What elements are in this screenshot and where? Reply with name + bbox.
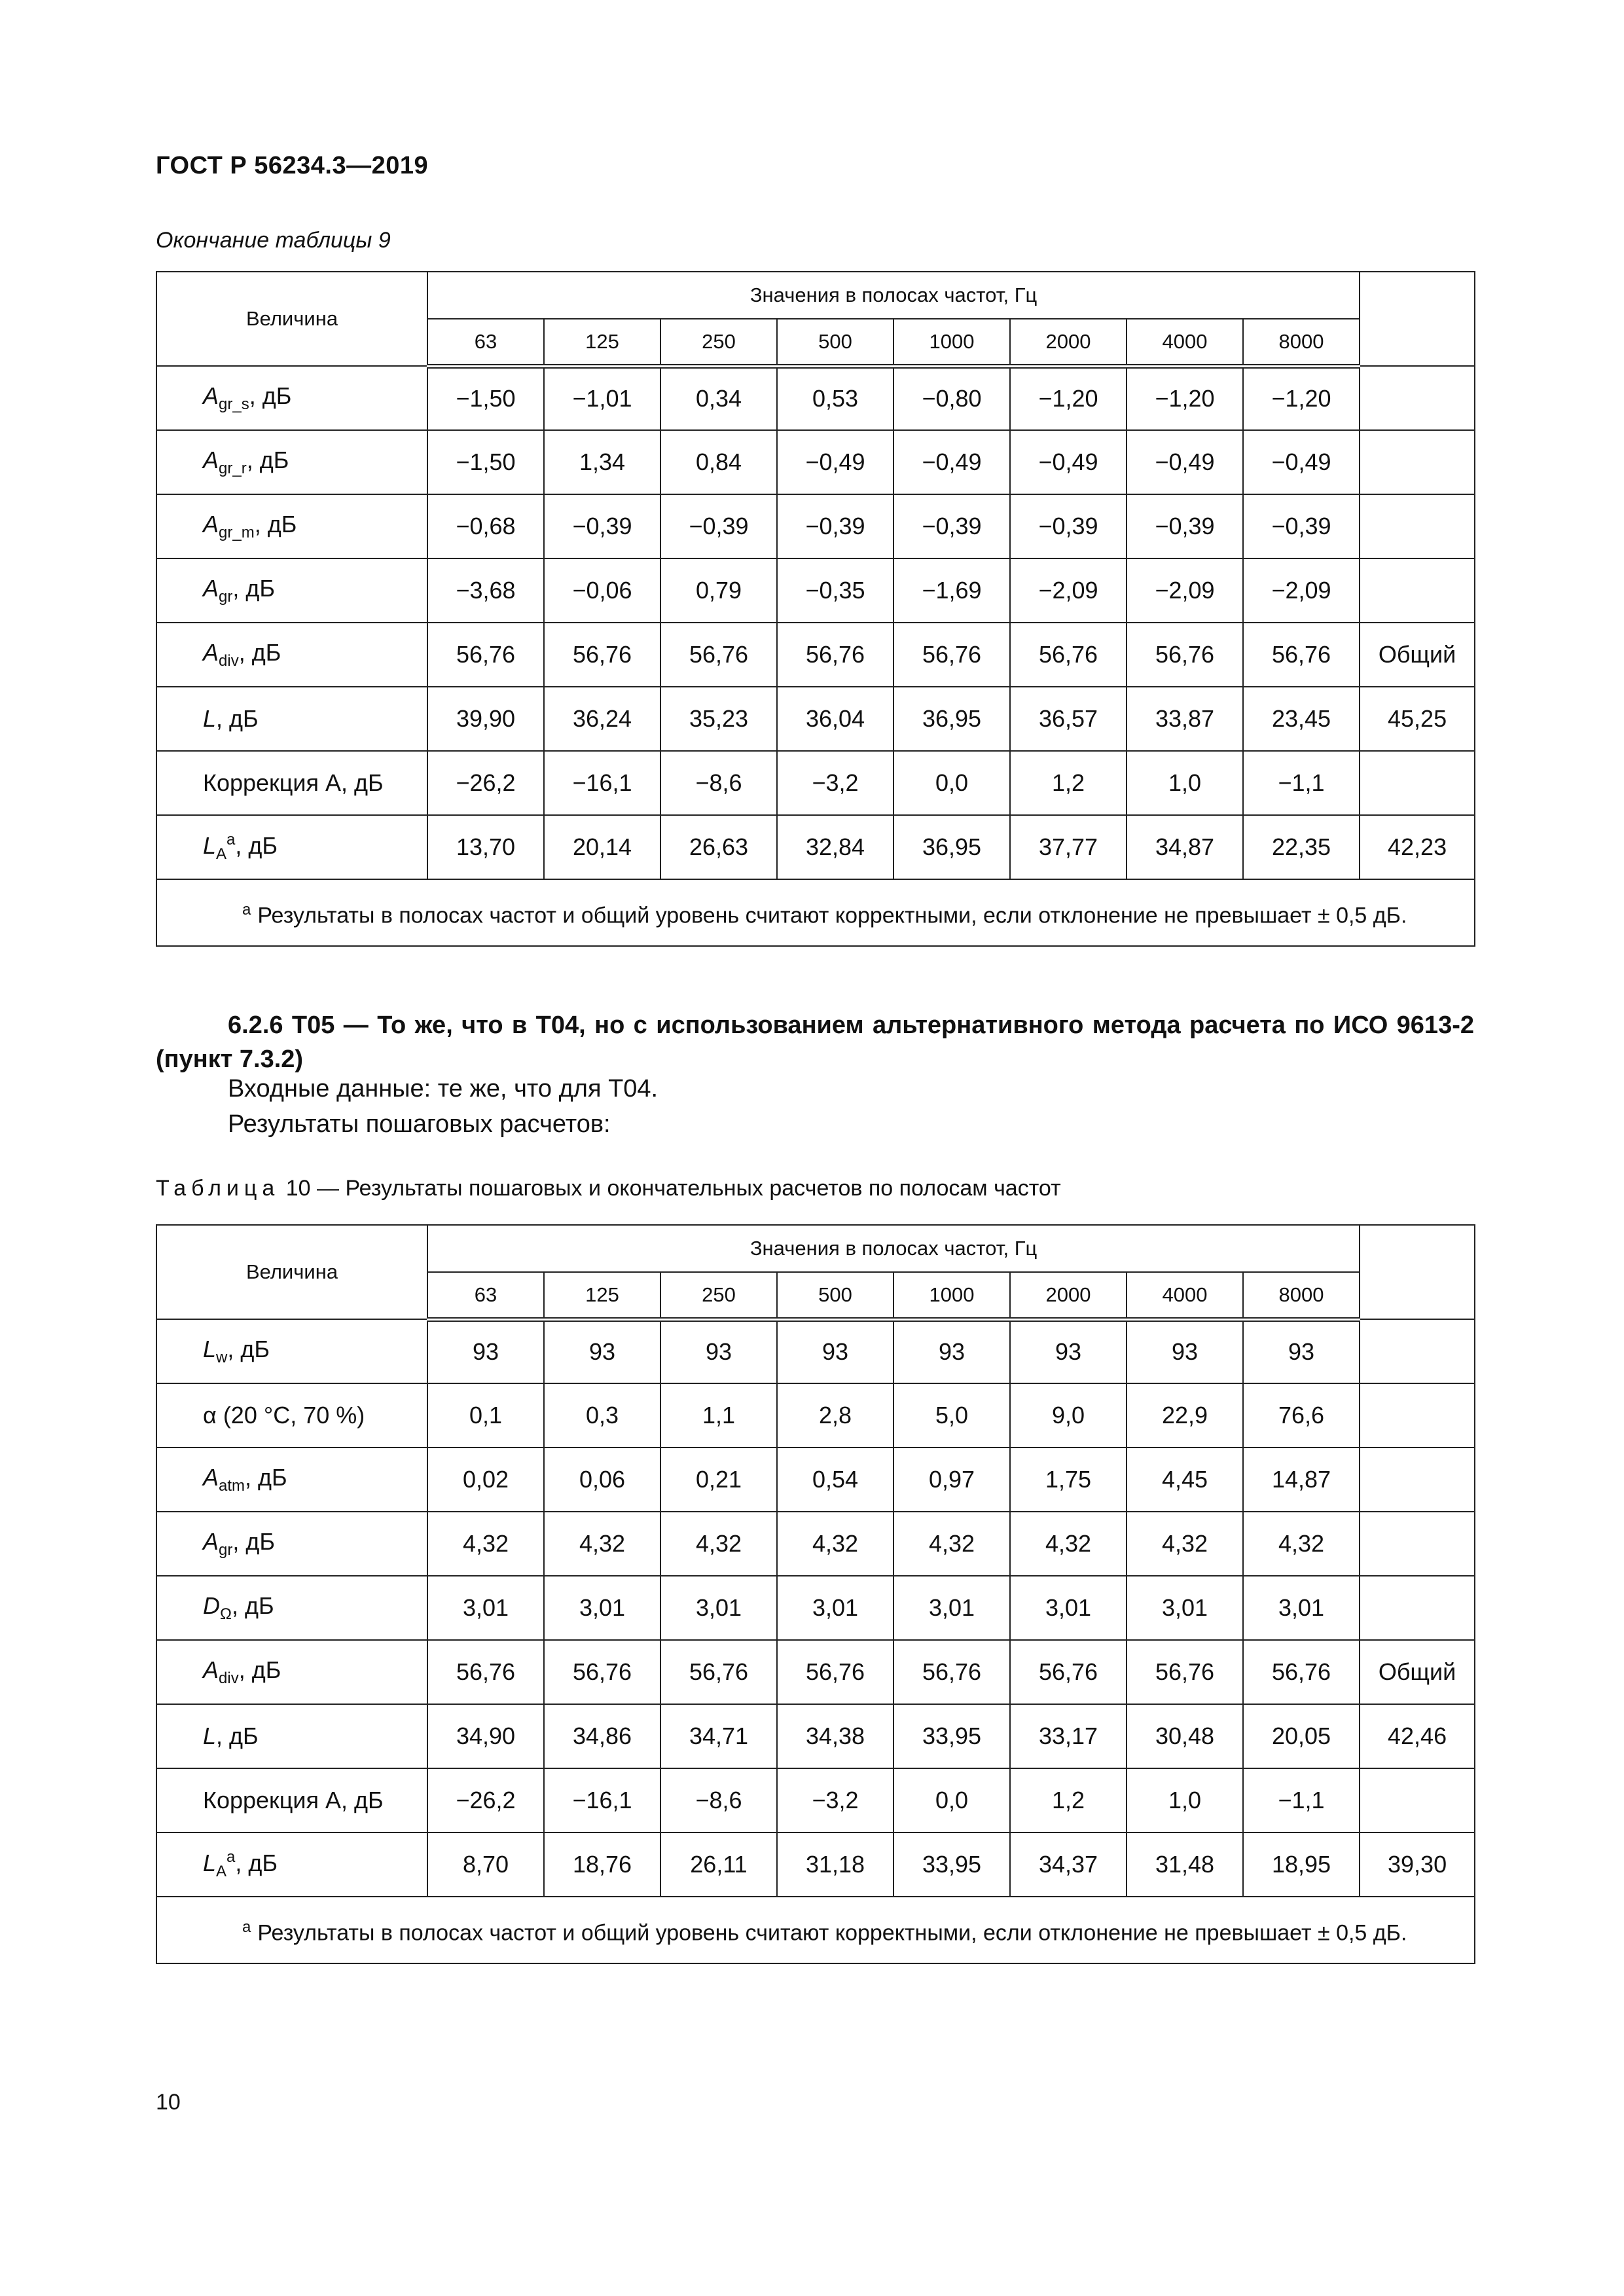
- table-row: [156, 1512, 1475, 1576]
- value-cell: −16,1: [544, 1768, 660, 1832]
- quantity-unit: , дБ: [232, 575, 275, 602]
- head-quantity: Величина: [156, 272, 427, 366]
- freq-header: 4000: [1127, 319, 1243, 366]
- value-cell: 1,0: [1127, 751, 1243, 815]
- quantity-subscript: gr_r: [219, 460, 247, 477]
- table-row: [156, 815, 1475, 879]
- value-cell: 3,01: [777, 1576, 893, 1640]
- value-cell: 1,1: [660, 1383, 777, 1448]
- value-cell: −0,39: [1010, 494, 1127, 558]
- quantity-unit: , дБ: [254, 511, 297, 538]
- quantity-subscript: gr: [219, 588, 233, 606]
- value-cell: 37,77: [1010, 815, 1127, 879]
- value-cell: 93: [1010, 1319, 1127, 1383]
- value-cell: 34,86: [544, 1704, 660, 1768]
- total-cell: [1360, 366, 1475, 430]
- total-cell: Общий: [1360, 1640, 1475, 1704]
- freq-header: 2000: [1010, 319, 1127, 366]
- quantity-unit: α (20 °C, 70 %): [203, 1402, 365, 1429]
- total-cell: [1360, 430, 1475, 494]
- value-cell: 0,53: [777, 366, 893, 430]
- value-cell: 93: [544, 1319, 660, 1383]
- value-cell: 3,01: [544, 1576, 660, 1640]
- table-row: [156, 1704, 1475, 1768]
- value-cell: −0,39: [893, 494, 1010, 558]
- value-cell: 0,79: [660, 558, 777, 623]
- value-cell: 56,76: [1127, 623, 1243, 687]
- quantity-subscript: gr_s: [219, 395, 249, 413]
- value-cell: 26,63: [660, 815, 777, 879]
- value-cell: 1,2: [1010, 1768, 1127, 1832]
- total-cell: [1360, 1512, 1475, 1576]
- quantity-label: [156, 366, 427, 430]
- value-cell: 93: [777, 1319, 893, 1383]
- head-values: Значения в полосах частот, Гц: [427, 1225, 1360, 1272]
- value-cell: −1,50: [427, 430, 544, 494]
- footnote-mark: a: [242, 1918, 251, 1936]
- value-cell: 34,90: [427, 1704, 544, 1768]
- value-cell: 4,32: [893, 1512, 1010, 1576]
- value-cell: 4,32: [777, 1512, 893, 1576]
- table-row: [156, 1640, 1475, 1704]
- value-cell: −3,68: [427, 558, 544, 623]
- freq-header: 2000: [1010, 1272, 1127, 1319]
- value-cell: −0,49: [1243, 430, 1360, 494]
- page-number: 10: [156, 2090, 181, 2115]
- quantity-subscript: A: [216, 845, 227, 863]
- value-cell: −0,49: [1010, 430, 1127, 494]
- value-cell: −16,1: [544, 751, 660, 815]
- value-cell: 34,38: [777, 1704, 893, 1768]
- value-cell: −0,49: [1127, 430, 1243, 494]
- table-body: [156, 1319, 1475, 1963]
- value-cell: 0,97: [893, 1448, 1010, 1512]
- quantity-symbol: L: [203, 832, 217, 859]
- table10-caption-label: Таблица: [156, 1176, 280, 1201]
- value-cell: 26,11: [660, 1832, 777, 1897]
- quantity-unit: , дБ: [235, 1850, 278, 1876]
- total-cell: [1360, 558, 1475, 623]
- quantity-symbol: D: [203, 1592, 220, 1619]
- quantity-unit: , дБ: [232, 1528, 275, 1555]
- value-cell: −0,35: [777, 558, 893, 623]
- total-cell: [1360, 1576, 1475, 1640]
- value-cell: −2,09: [1010, 558, 1127, 623]
- freq-header: 8000: [1243, 1272, 1360, 1319]
- value-cell: 20,14: [544, 815, 660, 879]
- value-cell: −0,68: [427, 494, 544, 558]
- value-cell: 18,76: [544, 1832, 660, 1897]
- total-cell: Общий: [1360, 623, 1475, 687]
- value-cell: −3,2: [777, 751, 893, 815]
- value-cell: 56,76: [427, 623, 544, 687]
- results-line: Результаты пошаговых расчетов:: [228, 1110, 611, 1138]
- value-cell: −2,09: [1127, 558, 1243, 623]
- quantity-label: [156, 815, 427, 879]
- table-9: [156, 271, 1475, 947]
- value-cell: 34,87: [1127, 815, 1243, 879]
- value-cell: −1,20: [1010, 366, 1127, 430]
- total-cell: 39,30: [1360, 1832, 1475, 1897]
- table10-caption: [156, 1176, 1061, 1201]
- value-cell: −3,2: [777, 1768, 893, 1832]
- quantity-label: [156, 687, 427, 751]
- quantity-symbol: A: [203, 511, 219, 538]
- table-row: [156, 1383, 1475, 1448]
- value-cell: 56,76: [893, 1640, 1010, 1704]
- quantity-subscript: gr_m: [219, 524, 255, 541]
- value-cell: 33,87: [1127, 687, 1243, 751]
- value-cell: 32,84: [777, 815, 893, 879]
- value-cell: 0,3: [544, 1383, 660, 1448]
- quantity-label: [156, 1640, 427, 1704]
- footnote: [156, 879, 1475, 946]
- total-cell: [1360, 1319, 1475, 1383]
- quantity-unit: , дБ: [245, 1464, 287, 1491]
- value-cell: −0,39: [777, 494, 893, 558]
- quantity-symbol: L: [203, 1850, 217, 1876]
- value-cell: 3,01: [427, 1576, 544, 1640]
- quantity-symbol: L: [203, 1336, 217, 1362]
- quantity-symbol: A: [203, 446, 219, 473]
- quantity-label: [156, 623, 427, 687]
- value-cell: 1,2: [1010, 751, 1127, 815]
- value-cell: 13,70: [427, 815, 544, 879]
- value-cell: 4,32: [544, 1512, 660, 1576]
- quantity-unit: Коррекция A, дБ: [203, 769, 384, 796]
- value-cell: −0,39: [544, 494, 660, 558]
- quantity-subscript: div: [219, 652, 239, 670]
- value-cell: −26,2: [427, 751, 544, 815]
- table-row: [156, 1448, 1475, 1512]
- value-cell: 93: [1243, 1319, 1360, 1383]
- table-row: [156, 1319, 1475, 1383]
- value-cell: −0,39: [1127, 494, 1243, 558]
- value-cell: 4,32: [427, 1512, 544, 1576]
- value-cell: 4,45: [1127, 1448, 1243, 1512]
- table-10: [156, 1224, 1475, 1964]
- quantity-label: [156, 1832, 427, 1897]
- table-row: [156, 430, 1475, 494]
- value-cell: −0,49: [893, 430, 1010, 494]
- value-cell: −1,01: [544, 366, 660, 430]
- quantity-label: [156, 1768, 427, 1832]
- value-cell: 36,95: [893, 687, 1010, 751]
- value-cell: 1,75: [1010, 1448, 1127, 1512]
- table-row: [156, 366, 1475, 430]
- value-cell: 0,06: [544, 1448, 660, 1512]
- value-cell: 22,35: [1243, 815, 1360, 879]
- value-cell: 3,01: [1127, 1576, 1243, 1640]
- freq-header: 125: [544, 319, 660, 366]
- value-cell: 31,48: [1127, 1832, 1243, 1897]
- value-cell: 36,57: [1010, 687, 1127, 751]
- value-cell: 4,32: [1127, 1512, 1243, 1576]
- value-cell: 0,84: [660, 430, 777, 494]
- quantity-unit: , дБ: [246, 446, 289, 473]
- value-cell: 36,24: [544, 687, 660, 751]
- section-heading: [156, 1008, 1474, 1076]
- freq-header: 125: [544, 1272, 660, 1319]
- value-cell: −26,2: [427, 1768, 544, 1832]
- value-cell: 14,87: [1243, 1448, 1360, 1512]
- value-cell: 0,0: [893, 1768, 1010, 1832]
- value-cell: 0,34: [660, 366, 777, 430]
- value-cell: 39,90: [427, 687, 544, 751]
- freq-header: 1000: [893, 319, 1010, 366]
- quantity-symbol: A: [203, 575, 219, 602]
- value-cell: −0,49: [777, 430, 893, 494]
- value-cell: 93: [427, 1319, 544, 1383]
- quantity-label: [156, 1704, 427, 1768]
- footnote: [156, 1897, 1475, 1963]
- freq-header: 63: [427, 1272, 544, 1319]
- value-cell: 56,76: [1010, 1640, 1127, 1704]
- quantity-unit: , дБ: [216, 705, 259, 732]
- value-cell: 4,32: [1243, 1512, 1360, 1576]
- value-cell: 33,95: [893, 1832, 1010, 1897]
- value-cell: 4,32: [660, 1512, 777, 1576]
- table10-caption-text: 10 — Результаты пошаговых и окончательных расчетов по полосам частот: [285, 1176, 1061, 1201]
- value-cell: 33,95: [893, 1704, 1010, 1768]
- total-cell: 42,23: [1360, 815, 1475, 879]
- quantity-subscript: w: [216, 1349, 228, 1366]
- quantity-subscript: gr: [219, 1541, 233, 1559]
- input-data-line: Входные данные: те же, что для T04.: [228, 1075, 659, 1102]
- total-cell: [1360, 1383, 1475, 1448]
- footnote-mark: a: [226, 1848, 236, 1866]
- table-row: [156, 558, 1475, 623]
- value-cell: −0,39: [1243, 494, 1360, 558]
- head-total: [1360, 1225, 1475, 1319]
- value-cell: 1,34: [544, 430, 660, 494]
- value-cell: −1,20: [1127, 366, 1243, 430]
- value-cell: 8,70: [427, 1832, 544, 1897]
- quantity-subscript: Ω: [220, 1605, 232, 1623]
- value-cell: 2,8: [777, 1383, 893, 1448]
- table9-caption: Окончание таблицы 9: [156, 228, 391, 253]
- quantity-unit: , дБ: [216, 1722, 259, 1749]
- value-cell: 56,76: [544, 623, 660, 687]
- quantity-unit: , дБ: [235, 832, 278, 859]
- value-cell: 0,0: [893, 751, 1010, 815]
- quantity-label: [156, 558, 427, 623]
- value-cell: 93: [1127, 1319, 1243, 1383]
- footnote-text: Результаты в полосах частот и общий уровень считают корректными, если отклонение не превышает ± 0,5 дБ.: [257, 903, 1407, 928]
- quantity-unit: , дБ: [238, 1656, 281, 1683]
- quantity-label: [156, 1576, 427, 1640]
- footnote-text: Результаты в полосах частот и общий уровень считают корректными, если отклонение не превышает ± 0,5 дБ.: [257, 1920, 1407, 1946]
- value-cell: 35,23: [660, 687, 777, 751]
- value-cell: 56,76: [660, 1640, 777, 1704]
- table-row: [156, 687, 1475, 751]
- quantity-symbol: A: [203, 1656, 219, 1683]
- quantity-label: [156, 751, 427, 815]
- quantity-subscript: A: [216, 1863, 227, 1880]
- freq-header: 1000: [893, 1272, 1010, 1319]
- quantity-label: [156, 494, 427, 558]
- table-row: [156, 623, 1475, 687]
- value-cell: 56,76: [1243, 623, 1360, 687]
- value-cell: −0,80: [893, 366, 1010, 430]
- value-cell: 93: [893, 1319, 1010, 1383]
- quantity-unit: , дБ: [238, 639, 281, 666]
- value-cell: 0,1: [427, 1383, 544, 1448]
- quantity-symbol: A: [203, 382, 219, 409]
- value-cell: −0,39: [660, 494, 777, 558]
- table-row: [156, 1768, 1475, 1832]
- value-cell: 5,0: [893, 1383, 1010, 1448]
- value-cell: 56,76: [427, 1640, 544, 1704]
- value-cell: 56,76: [1243, 1640, 1360, 1704]
- table-row: [156, 494, 1475, 558]
- quantity-unit: , дБ: [227, 1336, 270, 1362]
- value-cell: 56,76: [1127, 1640, 1243, 1704]
- section-heading-text: 6.2.6 T05 — То же, что в T04, но с использованием альтернативного метода расчета по ИСО 9613-2 (пункт 7.3.2): [156, 1011, 1474, 1073]
- value-cell: 30,48: [1127, 1704, 1243, 1768]
- quantity-symbol: A: [203, 1464, 219, 1491]
- quantity-unit: , дБ: [249, 382, 292, 409]
- head-values: Значения в полосах частот, Гц: [427, 272, 1360, 319]
- value-cell: 36,04: [777, 687, 893, 751]
- quantity-unit: Коррекция A, дБ: [203, 1787, 384, 1813]
- quantity-label: [156, 1383, 427, 1448]
- value-cell: 31,18: [777, 1832, 893, 1897]
- value-cell: 56,76: [893, 623, 1010, 687]
- quantity-symbol: L: [203, 1722, 217, 1749]
- value-cell: 76,6: [1243, 1383, 1360, 1448]
- value-cell: −8,6: [660, 1768, 777, 1832]
- footnote-mark: a: [242, 901, 251, 919]
- footnote-mark: a: [226, 831, 236, 848]
- freq-header: 250: [660, 1272, 777, 1319]
- value-cell: 0,21: [660, 1448, 777, 1512]
- note-row: [156, 1897, 1475, 1963]
- value-cell: 33,17: [1010, 1704, 1127, 1768]
- value-cell: 56,76: [1010, 623, 1127, 687]
- value-cell: 9,0: [1010, 1383, 1127, 1448]
- quantity-label: [156, 430, 427, 494]
- value-cell: 34,37: [1010, 1832, 1127, 1897]
- quantity-label: [156, 1512, 427, 1576]
- value-cell: 20,05: [1243, 1704, 1360, 1768]
- value-cell: 56,76: [660, 623, 777, 687]
- value-cell: 0,02: [427, 1448, 544, 1512]
- value-cell: 56,76: [544, 1640, 660, 1704]
- quantity-label: [156, 1319, 427, 1383]
- value-cell: 3,01: [1010, 1576, 1127, 1640]
- quantity-label: [156, 1448, 427, 1512]
- value-cell: −1,69: [893, 558, 1010, 623]
- freq-header: 500: [777, 319, 893, 366]
- table-row: [156, 1576, 1475, 1640]
- value-cell: 23,45: [1243, 687, 1360, 751]
- value-cell: 3,01: [1243, 1576, 1360, 1640]
- value-cell: 93: [660, 1319, 777, 1383]
- value-cell: −0,06: [544, 558, 660, 623]
- total-cell: [1360, 751, 1475, 815]
- value-cell: 4,32: [1010, 1512, 1127, 1576]
- value-cell: 34,71: [660, 1704, 777, 1768]
- value-cell: −8,6: [660, 751, 777, 815]
- quantity-unit: , дБ: [231, 1592, 274, 1619]
- freq-header: 8000: [1243, 319, 1360, 366]
- head-quantity: Величина: [156, 1225, 427, 1319]
- freq-header: 63: [427, 319, 544, 366]
- value-cell: 0,54: [777, 1448, 893, 1512]
- total-cell: [1360, 494, 1475, 558]
- value-cell: 3,01: [893, 1576, 1010, 1640]
- head-total: [1360, 272, 1475, 366]
- freq-header: 4000: [1127, 1272, 1243, 1319]
- quantity-symbol: A: [203, 1528, 219, 1555]
- value-cell: 18,95: [1243, 1832, 1360, 1897]
- value-cell: −1,1: [1243, 1768, 1360, 1832]
- quantity-subscript: div: [219, 1669, 239, 1687]
- quantity-symbol: A: [203, 639, 219, 666]
- total-cell: [1360, 1448, 1475, 1512]
- table-body: [156, 366, 1475, 946]
- value-cell: −1,20: [1243, 366, 1360, 430]
- value-cell: 36,95: [893, 815, 1010, 879]
- table-row: [156, 1832, 1475, 1897]
- value-cell: 56,76: [777, 1640, 893, 1704]
- value-cell: −2,09: [1243, 558, 1360, 623]
- quantity-subscript: atm: [219, 1477, 245, 1495]
- note-row: [156, 879, 1475, 946]
- total-cell: 42,46: [1360, 1704, 1475, 1768]
- value-cell: 3,01: [660, 1576, 777, 1640]
- document-code: ГОСТ Р 56234.3—2019: [156, 152, 429, 179]
- table-row: [156, 751, 1475, 815]
- freq-header: 250: [660, 319, 777, 366]
- freq-header: 500: [777, 1272, 893, 1319]
- value-cell: 56,76: [777, 623, 893, 687]
- total-cell: [1360, 1768, 1475, 1832]
- value-cell: 1,0: [1127, 1768, 1243, 1832]
- value-cell: −1,1: [1243, 751, 1360, 815]
- value-cell: −1,50: [427, 366, 544, 430]
- value-cell: 22,9: [1127, 1383, 1243, 1448]
- total-cell: 45,25: [1360, 687, 1475, 751]
- quantity-symbol: L: [203, 705, 217, 732]
